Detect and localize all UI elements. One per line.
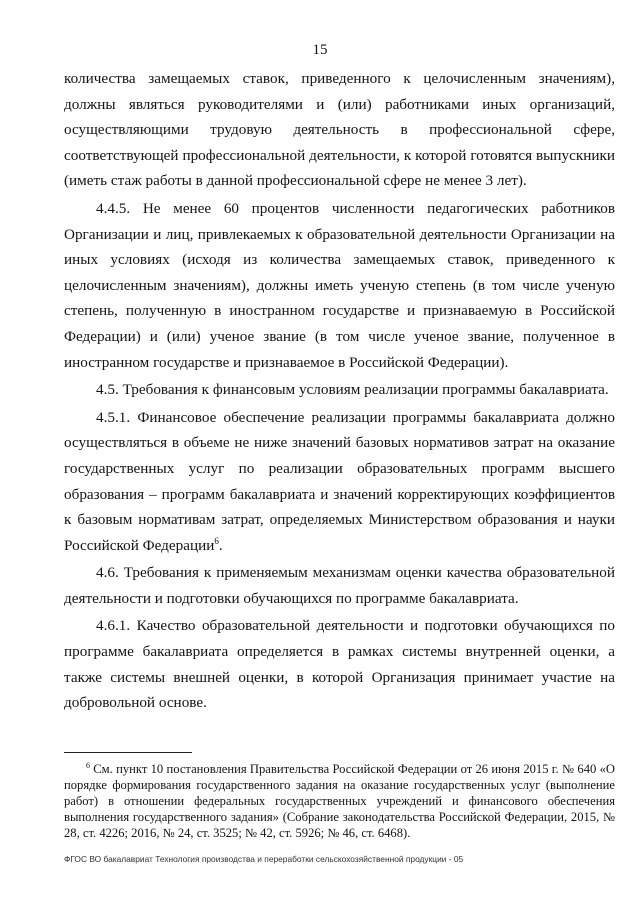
footnote-text: См. пункт 10 постановления Правительства Российской Федерации от 26 июня 2015 г. № 640 «О порядке формирования государственного задания на оказание государственных услуг (выполнение работ) в отношении федеральных государственных учреждений и финансового обеспечения выполнения государственного задания» (Собрание законодательства Российской Федерации, 2015, № 28, ст. 4226; 2016, № 24, ст. 3525; № 42, ст. 5926; № 46, ст. 6468). — [64, 762, 615, 840]
paragraph-4-5-1-end: . — [218, 536, 223, 554]
paragraph-4-5-1-text: 4.5.1. Финансовое обеспечение реализации программы бакалавриата должно осуществляться в объеме не ниже значений базовых нормативов затрат на оказание государственных услуг по реализации образовательных программ высшего образования – программ бакалавриата и значений корректирующих коэффициентов к базовым нормативам затрат, определяемых Министерством образования и науки Российской Федерации — [64, 408, 615, 554]
footnote-ref[interactable]: 6 — [214, 535, 219, 546]
footnote-marker: 6 — [86, 760, 90, 770]
paragraph-4-4-5: 4.4.5. Не менее 60 процентов численности педагогических работников Организации и лиц, привлекаемых к образовательной деятельности Организации на иных условиях (исходя из количества замещаемых ставок, приведенного к целочисленным значениям), должны иметь ученую степень (в том числе ученую степень, полученную в иностранном государстве и признаваемую в Российской Федерации) и (или) ученое звание (в том числе ученое звание, полученное в иностранном государстве и признаваемое в Российской Федерации). — [64, 199, 615, 371]
page-footer: ФГОС ВО бакалавриат Технология производства и переработки сельскохозяйственной продукции - 05 — [64, 854, 464, 864]
document-body — [64, 66, 615, 716]
footnote — [64, 761, 615, 841]
paragraph-4-5-1 — [64, 405, 615, 559]
paragraph-4-6-1: 4.6.1. Качество образовательной деятельности и подготовки обучающихся по программе бакалавриата определяется в рамках системы внутренней оценки, а также системы внешней оценки, в которой Организация принимает участие на добровольной основе. — [64, 617, 615, 712]
paragraph-continuation: количества замещаемых ставок, приведенного к целочисленным значениям), должны являться руководителями и (или) работниками иных организаций, осуществляющими трудовую деятельность в профессиональной сфере, соответствующей профессиональной деятельности, к которой готовятся выпускники (иметь стаж работы в данной профессиональной сфере не менее 3 лет). — [64, 70, 615, 190]
footnote-divider — [64, 752, 192, 753]
section-heading-4-5: 4.5. Требования к финансовым условиям реализации программы бакалавриата. — [96, 381, 609, 399]
page-number: 15 — [312, 42, 328, 58]
section-heading-4-6: 4.6. Требования к применяемым механизмам оценки качества образовательной деятельности и подготовки обучающихся по программе бакалавриата. — [64, 564, 615, 607]
